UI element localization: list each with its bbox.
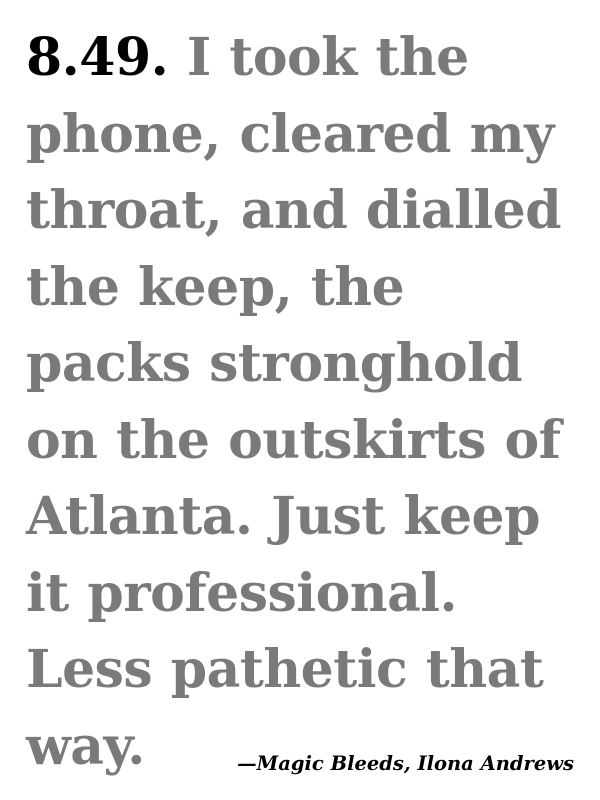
quote-block [26,20,576,785]
quote-text: I took the phone, cleared my throat, and dialled the keep, the packs stronghold on the outskirts of Atlanta. Just keep it professional. Less pathetic that way. [26,27,562,777]
attribution: —Magic Bleeds, Ilona Andrews [237,752,574,775]
quote-number: 8.49. [26,27,169,88]
